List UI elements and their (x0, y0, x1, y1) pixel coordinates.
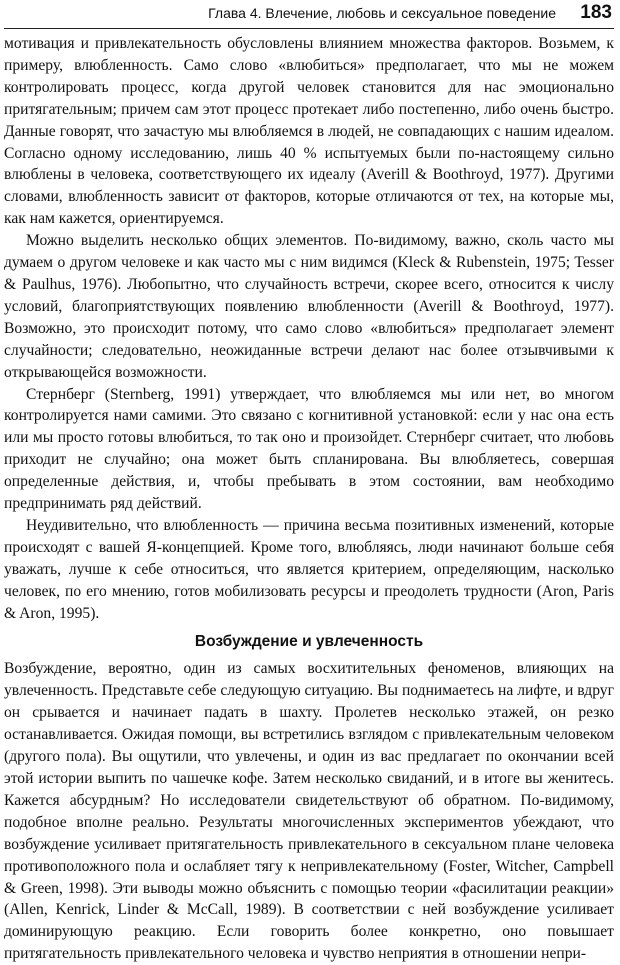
page-number: 183 (580, 2, 612, 23)
section-heading: Возбуждение и увлеченность (194, 633, 424, 651)
paragraph: Неудивительно, что влюбленность — причина весьма позитивных изменений, которые происходят с вашей Я-концепцией. Кроме того, влюбляясь, люди начинают больше себя уважать, лучше к себе относиться, что является критерием, определяющим, насколько человек, по его мнению, готов мобилизовать ресурсы и преодолеть трудности (Aron, Paris & Aron, 1995). (4, 516, 614, 622)
header-rule (4, 28, 614, 29)
body-text (4, 33, 614, 965)
running-title: Глава 4. Влечение, любовь и сексуальное поведение (208, 5, 556, 21)
paragraph: Можно выделить несколько общих элементов. По-видимому, важно, сколь часто мы думаем о другом человеке и как часто мы с ним видимся (Kleck & Rubenstein, 1975; Tesser & Paulhus, 1976). Любопытно, что случайность встречи, скорее всего, относится к числу условий, благоприятствующих появлению влюбленности (Averill & Boothroyd, 1977). Возможно, это происходит потому, что само слово «влюбиться» предполагает элемент случайности; следовательно, неожиданные встречи делают нас более отзывчивыми к открывающейся возможности. (4, 232, 614, 381)
paragraph: Стернберг (Sternberg, 1991) утверждает, что влюбляемся мы или нет, во многом контролируется нами самими. Это связано с когнитивной установкой: если у нас она есть или мы просто готовы влюбиться, то так оно и произойдет. Стернберг считает, что любовь приходит не случайно; она может быть спланирована. Вы влюбляетесь, совершая определенные действия, и, чтобы пребывать в этом состоянии, вам необходимо предпринимать ряд действий. (4, 385, 614, 513)
running-header (4, 0, 614, 32)
paragraph: Возбуждение, вероятно, один из самых восхитительных феноменов, влияющих на увлеченность. Представьте себе следующую ситуацию. Вы поднимаетесь на лифте, и вдруг он срывается и начинает падать в шахту. Пролетев несколько этажей, он резко останавливается. Ожидая помощи, вы встретились взглядом с привлекательным человеком (другого пола). Вы ощутили, что увлечены, и один из вас предлагает по окончании всей этой истории выпить по чашечке кофе. Затем несколько свиданий, и в итоге вы женитесь. Кажется абсурдным? Но исследователи свидетельствуют об обратном. По-видимому, подобное вполне реально. Результаты многочисленных экспериментов убеждают, что возбуждение усиливает притягательность привлекательного в сексуальном плане человека противоположного пола и ослабляет тягу к непривлекательному (Foster, Witcher, Campbell & Green, 1998). Эти выводы можно объяснить с помощью теории «фасилитации реакции» (Allen, Kenrick, Linder & McCall, 1989). В соответствии с ней возбуждение усиливает доминирующую реакцию. Если говорить более конкретно, оно повышает притягательность привлекательного человека и чувство неприятия в отношении непри- (4, 660, 614, 963)
paragraph: мотивация и привлекательность обусловлены влиянием множества факторов. Возьмем, к примеру, влюбленность. Само слово «влюбиться» предполагает, что мы не можем контролировать процесс, когда другой человек становится для нас эмоционально притягательным; причем сам этот процесс протекает либо постепенно, либо очень быстро. Данные говорят, что зачастую мы влюбляемся в людей, не совпадающих с нашим идеалом. Согласно одному исследованию, лишь 40 % испытуемых были по-настоящему сильно влюблены в человека, соответствующего их идеалу (Averill & Boothroyd, 1977). Другими словами, влюбленность зависит от факторов, которые отличаются от тех, на которые мы, как нам кажется, ориентируемся. (4, 35, 614, 228)
